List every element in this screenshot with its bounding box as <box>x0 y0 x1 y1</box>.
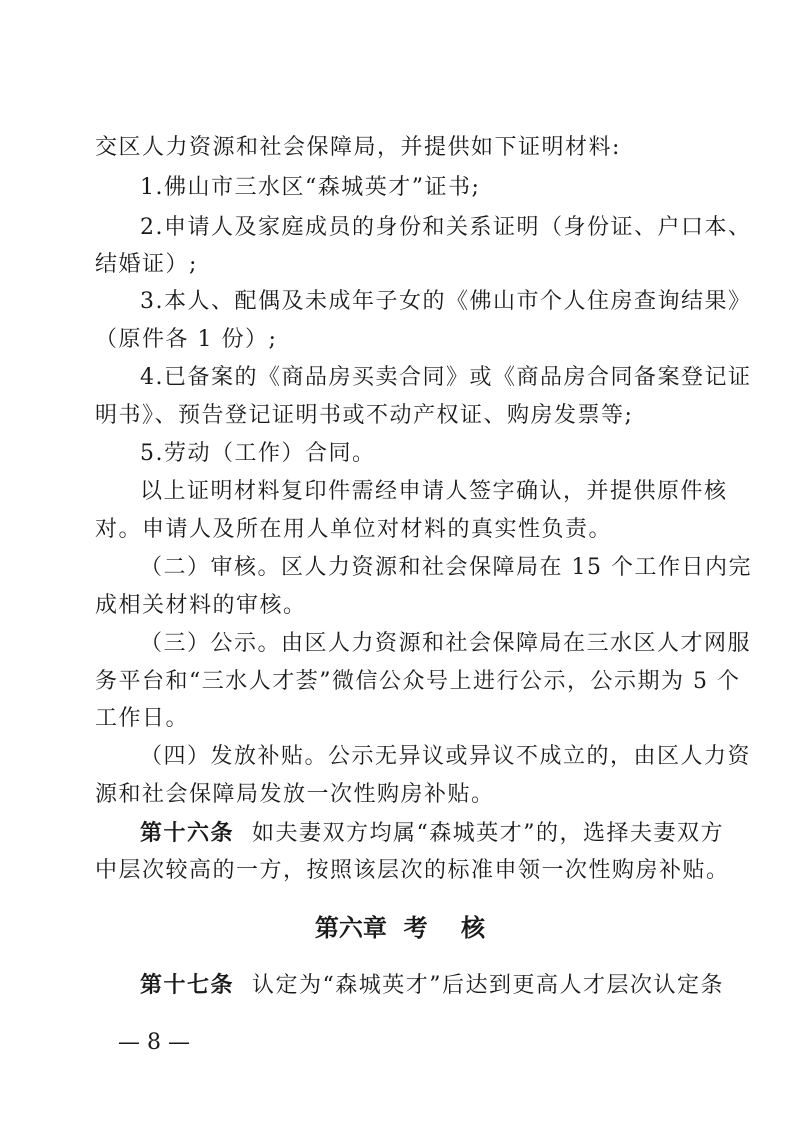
text-line: 源和社会保障局发放一次性购房补贴。 <box>95 782 495 807</box>
text-line: 1.佛山市三水区“森城英才”证书; <box>140 175 481 200</box>
text-line: 以上证明材料复印件需经申请人签字确认，并提供原件核 <box>140 479 728 504</box>
article-16-text: 如夫妻双方均属“森城英才”的，选择夫妻双方 <box>252 821 725 846</box>
text-line: 对。申请人及所在用人单位对材料的真实性负责。 <box>95 517 613 542</box>
text-line: 交区人力资源和社会保障局，并提供如下证明材料: <box>95 135 621 160</box>
text-line: （原件各 1 份）; <box>95 327 278 352</box>
text-line: 结婚证）; <box>95 252 198 277</box>
text-line: 4.已备案的《商品房买卖合同》或《商品房合同备案登记证 <box>140 365 752 390</box>
text-line: 务平台和“三水人才荟”微信公众号上进行公示，公示期为 5 个 <box>95 669 741 694</box>
text-line: 2.申请人及家庭成员的身份和关系证明（身份证、户口本、 <box>140 215 752 240</box>
article-17-label: 第十七条 <box>140 972 235 998</box>
article-16 <box>140 818 725 849</box>
text-line: 工作日。 <box>95 706 190 731</box>
text-line: （三）公示。由区人力资源和社会保障局在三水区人才网服 <box>140 631 752 656</box>
page-number: — 8 — <box>118 1030 190 1055</box>
text-line: 中层次较高的一方，按照该层次的标准申领一次性购房补贴。 <box>95 858 730 883</box>
text-line: （二）审核。区人力资源和社会保障局在 15 个工作日内完 <box>140 555 752 580</box>
text-line: （四）发放补贴。公示无异议或异议不成立的，由区人力资 <box>140 744 752 769</box>
text-line: 5.劳动（工作）合同。 <box>140 441 376 466</box>
text-line: 3.本人、配偶及未成年子女的《佛山市个人住房查询结果》 <box>140 289 752 314</box>
article-17 <box>140 970 725 1001</box>
article-17-text: 认定为“森城英才”后达到更高人才层次认定条 <box>252 973 725 998</box>
text-line: 明书》、预告登记证明书或不动产权证、购房发票等; <box>95 403 634 428</box>
text-line: 成相关材料的审核。 <box>95 593 307 618</box>
chapter-heading: 第六章 考 核 <box>314 913 486 942</box>
article-16-label: 第十六条 <box>140 820 235 846</box>
